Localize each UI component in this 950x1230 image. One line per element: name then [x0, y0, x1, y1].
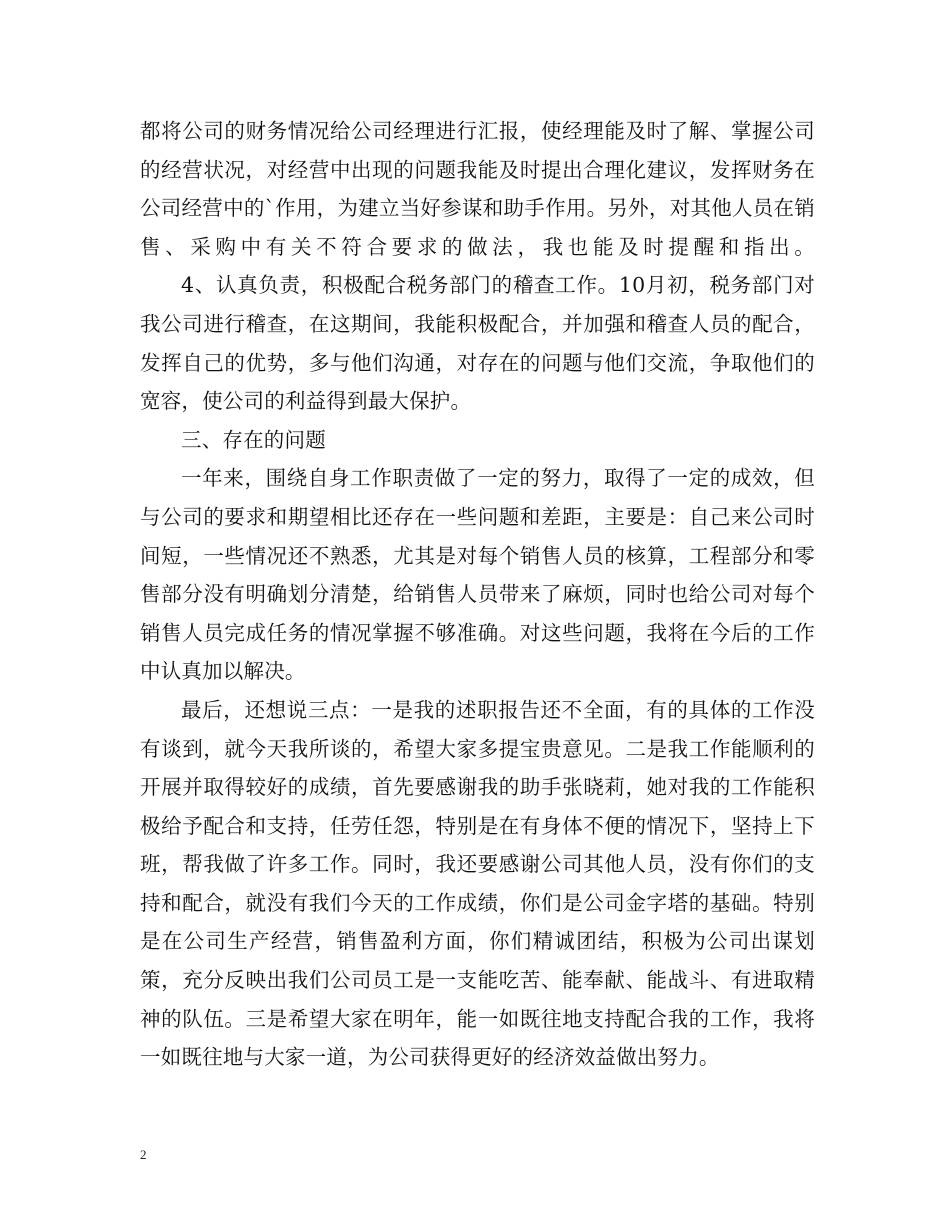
paragraph-problems: 一年来，围绕自身工作职责做了一定的努力，取得了一定的成效，但与公司的要求和期望相比还存在一些问题和差距，主要是：自己来公司时间短，一些情况还不熟悉，尤其是对每个销售人员的核算，工程部分和零售部分没有明确划分清楚，给销售人员带来了麻烦，同时也给公司对每个销售人员完成任务的情况掌握不够准确。对这些问题，我将在今后的工作中认真加以解决。 [140, 466, 815, 684]
paragraph-closing: 最后，还想说三点：一是我的述职报告还不全面，有的具体的工作没有谈到，就今天我所谈的，希望大家多提宝贵意见。二是我工作能顺利的开展并取得较好的成绩，首先要感谢我的助手张晓莉，她对我的工作能积极给予配合和支持，任劳任怨，特别是在有身体不便的情况下，坚持上下班，帮我做了许多工作。同时，我还要感谢公司其他人员，没有你们的支持和配合，就没有我们今天的工作成绩，你们是公司金字塔的基础。特别是在公司生产经营，销售盈利方面，你们精诚团结，积极为公司出谋划策，充分反映出我们公司员工是一支能吃苦、能奉献、能战斗、有进取精神的队伍。三是希望大家在明年，能一如既往地支持配合我的工作，我将一如既往地与大家一道，为公司获得更好的经济效益做出努力。 [140, 697, 815, 1070]
paragraph-tax-audit: 4、认真负责，积极配合税务部门的稽查工作。10月初，税务部门对我公司进行稽查，在这期间，我能积极配合，并加强和稽查人员的配合，发挥自己的优势，多与他们沟通，对存在的问题与他们交流，争取他们的宽容，使公司的利益得到最大保护。 [140, 273, 815, 414]
section-heading-problems: 三、存在的问题 [181, 427, 326, 452]
page-number: 2 [140, 1147, 147, 1162]
document-body [140, 112, 815, 1077]
paragraph-continuation: 都将公司的财务情况给公司经理进行汇报，使经理能及时了解、掌握公司的经营状况，对经营中出现的问题我能及时提出合理化建议，发挥财务在公司经营中的`作用，为建立当好参谋和助手作用。另外，对其他人员在销售、采购中有关不符合要求的做法，我也能及时提醒和指出。 [140, 119, 815, 259]
